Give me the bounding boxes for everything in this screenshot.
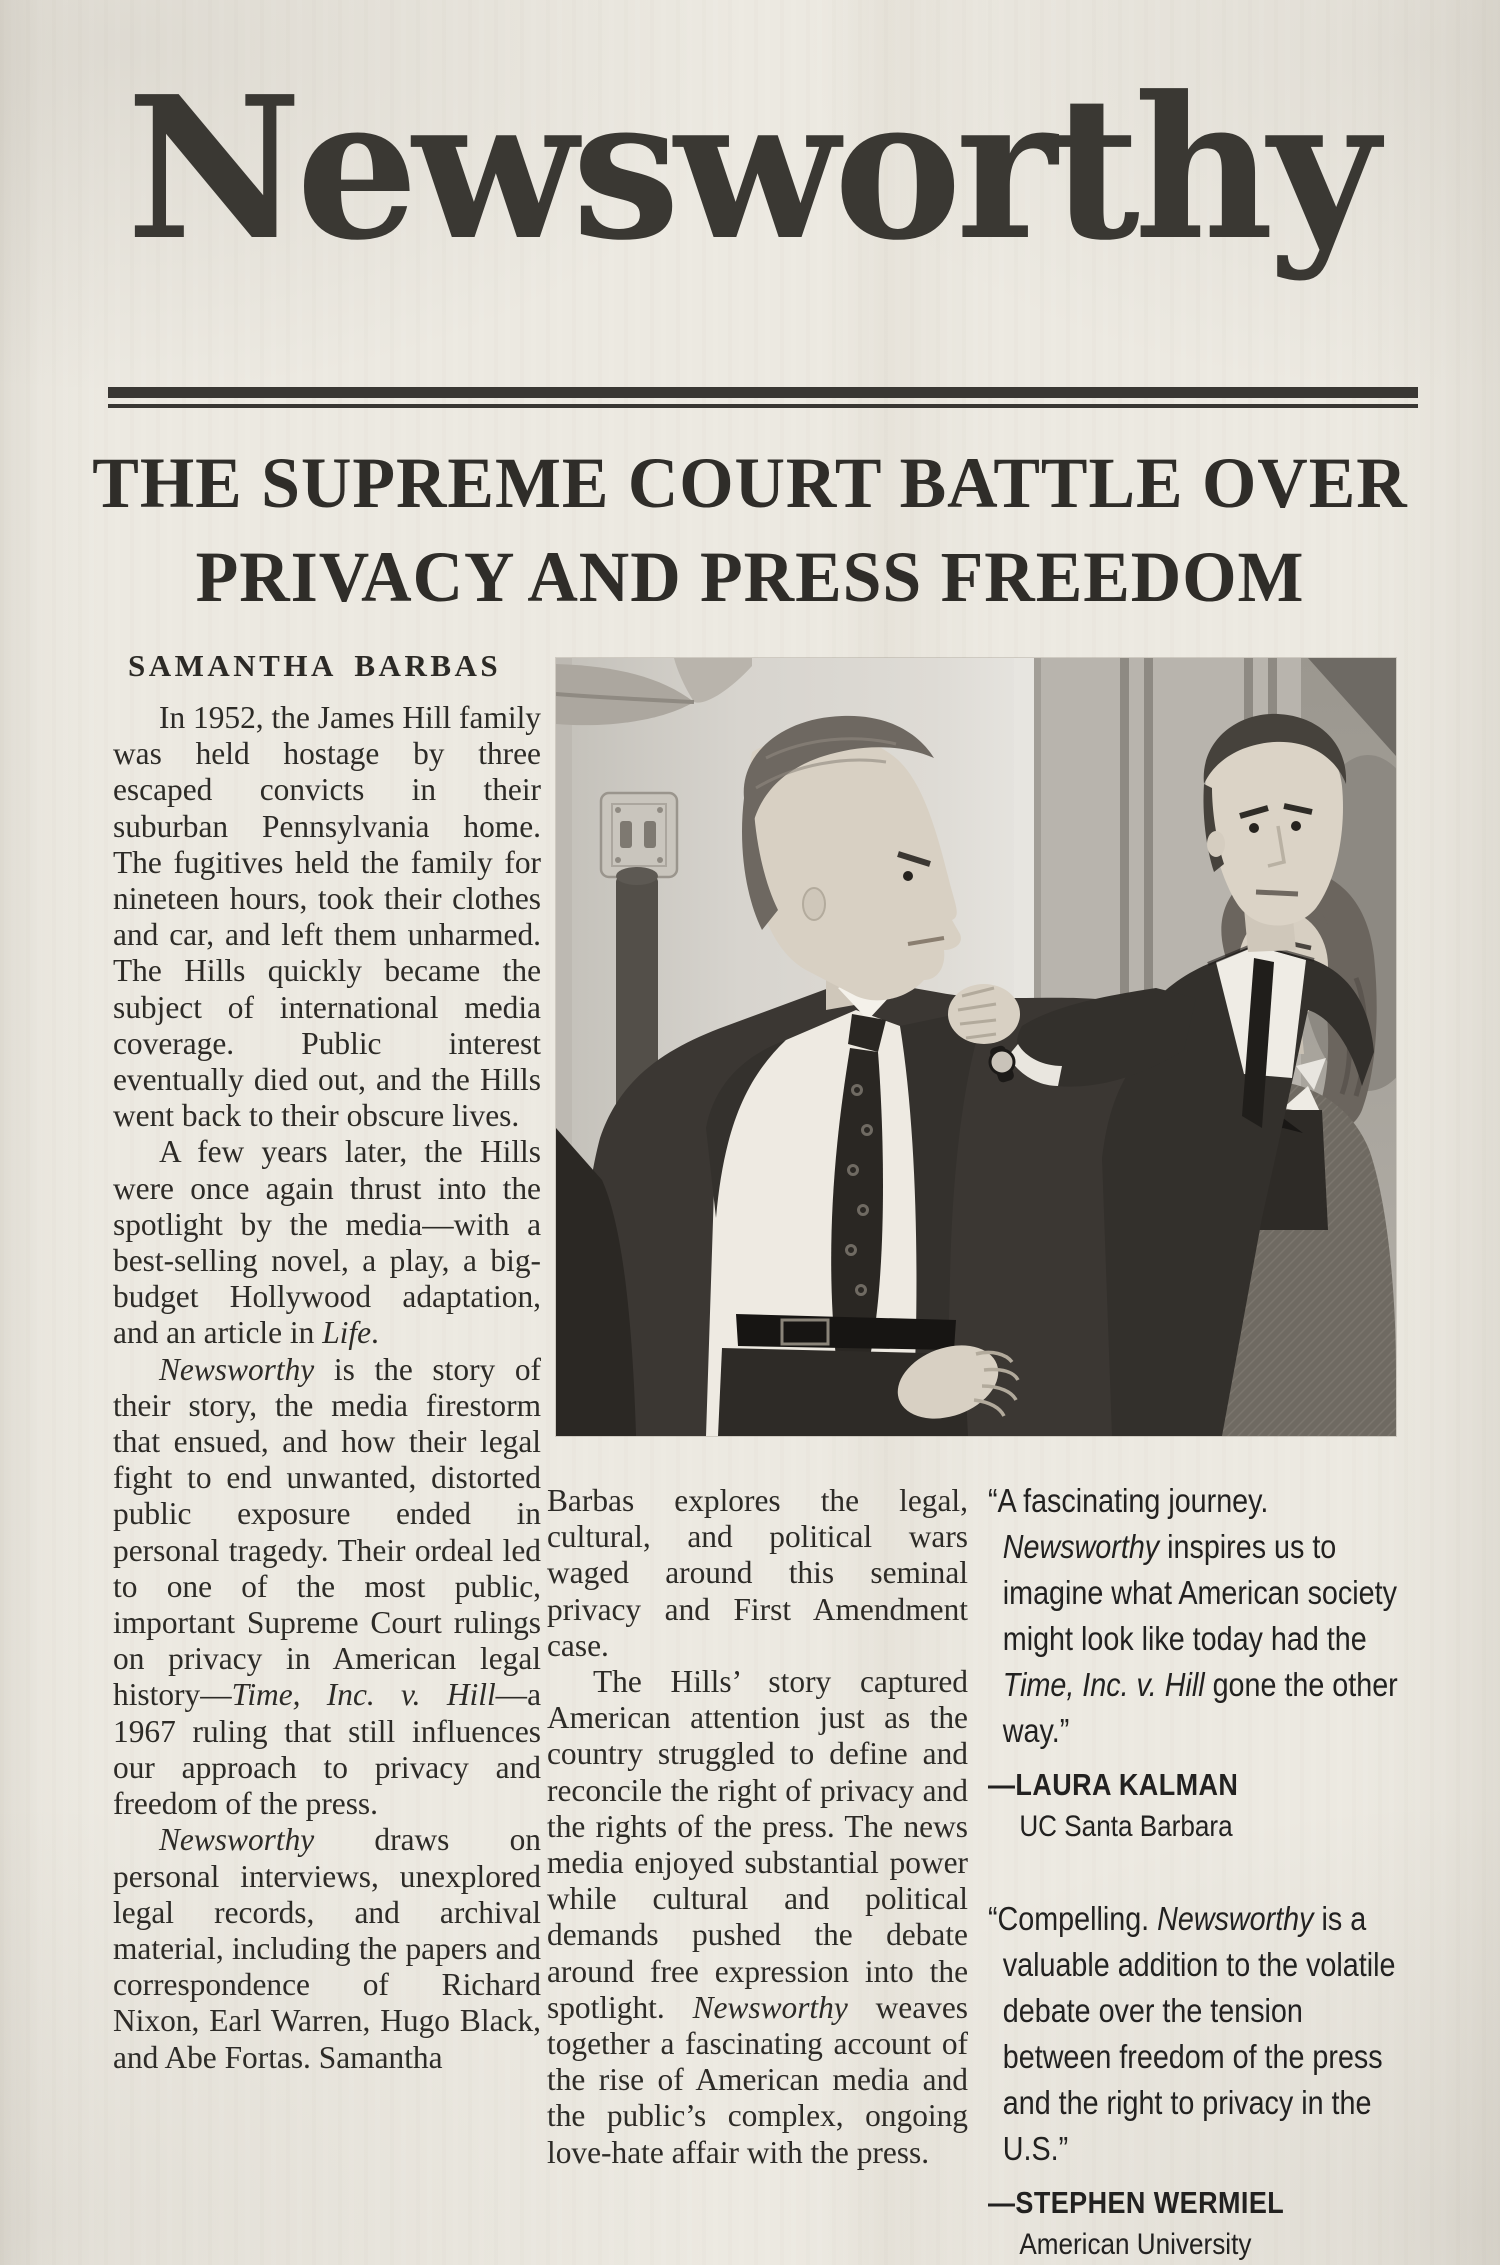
quote-text: “Compelling. Newsworthy is a valuable addition to the volatile debate over the tension between freedom of the press and the right to privacy in the U.S.” — [988, 1900, 1396, 2167]
masthead-rule-thin — [108, 404, 1418, 408]
paragraph: Newsworthy draws on personal interviews, unexplored legal records, and archival material, including the papers and correspondence of Richard Nixon, Earl Warren, Hugo Black, and Abe Fortas. Samantha — [113, 1822, 541, 2075]
paragraph: Barbas explores the legal, cultural, and political wars waged around this seminal privacy and First Amendment case. — [547, 1483, 968, 1663]
quote-attribution: —STEPHEN WERMIEL — [988, 2185, 1285, 2220]
author-byline: SAMANTHA BARBAS — [128, 648, 502, 683]
body-column-middle — [547, 1483, 968, 2171]
paragraph: A few years later, the Hills were once again thrust into the spotlight by the media—with a best-selling novel, a play, a big-budget Hollywood adaptation, and an article in Life. — [113, 1134, 541, 1351]
quote-block-wermiel — [988, 1896, 1404, 2262]
quote-affiliation: UC Santa Barbara — [1019, 1810, 1233, 1843]
masthead-rule-thick — [108, 387, 1418, 398]
masthead-title: Newsworthy — [126, 54, 1374, 284]
headline — [23, 436, 1478, 624]
quote-affiliation: American University — [1019, 2228, 1252, 2261]
headline-line-2: PRIVACY AND PRESS FREEDOM — [195, 537, 1305, 617]
press-still-photo — [556, 658, 1396, 1436]
headline-line-1: THE SUPREME COURT BATTLE OVER — [92, 443, 1408, 523]
quote-text: “A fascinating journey. Newsworthy inspires us to imagine what American society might look like today had the Time, Inc. v. Hill gone the other way.” — [988, 1482, 1398, 1749]
press-still-illustration — [556, 658, 1396, 1436]
quote-block-kalman — [988, 1478, 1404, 1844]
light-switch — [601, 793, 677, 877]
paragraph: In 1952, the James Hill family was held hostage by three escaped convicts in their suburban Pennsylvania home. The fugitives held the family for nineteen hours, took their clothes and car, and left them unharmed. The Hills quickly became the subject of international media coverage. Public interest eventually died out, and the Hills went back to their obscure lives. — [113, 700, 541, 1134]
paragraph: The Hills’ story captured American attention just as the country struggled to define and reconcile the right of privacy and the rights of the press. The news media enjoyed substantial power while cultural and political demands pushed the debate around free expression into the spotlight. Newsworthy weaves together a fascinating account of the rise of American media and the public’s complex, ongoing love-hate affair with the press. — [547, 1664, 968, 2170]
paragraph: Newsworthy is the story of their story, the media firestorm that ensued, and how their legal fight to end unwanted, distorted public exposure ended in personal tragedy. Their ordeal led to one of the most public, important Supreme Court rulings on privacy in American legal history—Time, Inc. v. Hill—a 1967 ruling that still influences our approach to privacy and freedom of the press. — [113, 1351, 541, 1822]
quote-attribution: —LAURA KALMAN — [988, 1767, 1239, 1802]
body-column-left — [113, 700, 541, 2076]
quotes-column — [988, 1478, 1404, 2262]
